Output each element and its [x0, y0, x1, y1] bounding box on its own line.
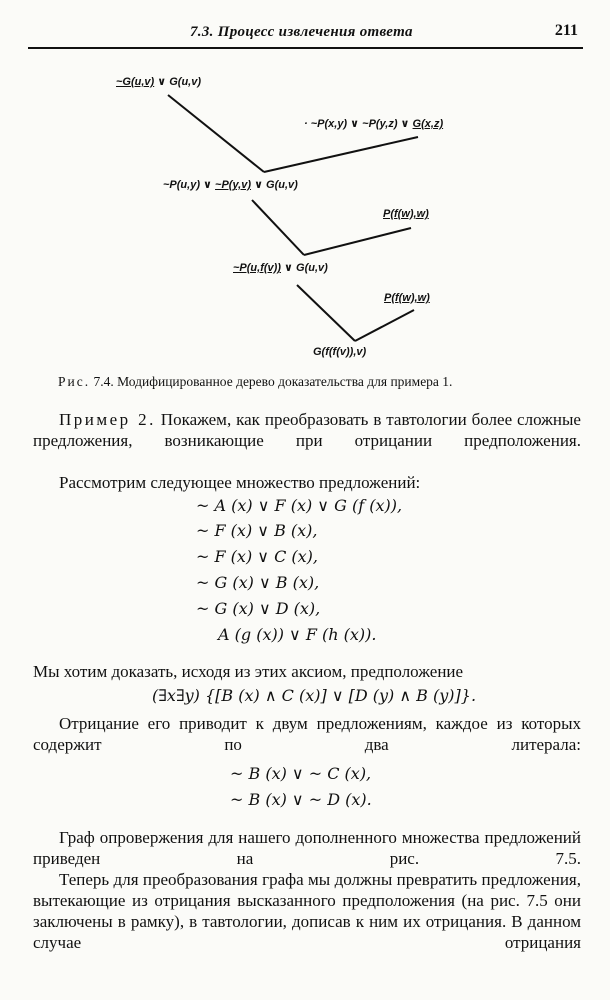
proof-tree-edges [0, 0, 610, 372]
negated-clause-1: ~ B (x) ∨ ~ C (x), [230, 764, 372, 783]
figure-caption: Рис. 7.4. Модифицированное дерево доказательства для примера 1. [58, 374, 453, 389]
negated-clause-2: ~ B (x) ∨ ~ D (x). [230, 790, 372, 809]
tree-edge [168, 95, 264, 172]
clause-3: ~ F (x) ∨ C (x), [196, 547, 318, 566]
tree-node-root: ~G(u,v) ∨ G(u,v) [116, 76, 202, 88]
paragraph-consider: Рассмотрим следующее множество предложений: [59, 473, 421, 492]
clause-1: ~ A (x) ∨ F (x) ∨ G (f (x)), [196, 496, 403, 515]
clause-4: ~ G (x) ∨ B (x), [196, 573, 320, 592]
clause-5: ~ G (x) ∨ D (x), [196, 599, 321, 618]
tree-node-axiom-2: P(f(w),w) [383, 208, 429, 220]
goal-formula: (∃x∃y) {[B (x) ∧ C (x)] ∨ [D (y) ∧ B (y)]}. [152, 686, 477, 705]
tree-edge [304, 228, 411, 255]
paragraph-example-2: Пример 2. Покажем, как преобразовать в тавтологии более сложные предложения, возникающие при отрицании предположения. [33, 410, 581, 450]
tree-edge [297, 285, 355, 341]
tree-node-axiom-3: P(f(w),w) [384, 292, 430, 304]
tree-node-axiom-1: · ~P(x,y) ∨ ~P(y,z) ∨ G(x,z) [304, 118, 444, 130]
tree-edge [252, 200, 304, 255]
tree-node-result: G(f(f(v)),v) [313, 346, 367, 358]
tree-edge [264, 137, 418, 172]
page-number: 211 [554, 22, 578, 39]
paragraph-want-prove: Мы хотим доказать, исходя из этих аксиом, предположение [33, 662, 464, 681]
paragraph-negation: Отрицание его приводит к двум предложениям, каждое из которых содержит по два литерала: [33, 714, 581, 754]
running-header-title: 7.3. Процесс извлечения ответа [190, 24, 413, 40]
paragraph-refutation-graph: Граф опровержения для нашего дополненного множества предложений приведен на рис. 7.5. [33, 828, 581, 868]
clause-6: A (g (x)) ∨ F (h (x)). [218, 625, 377, 644]
tree-node-resolvent-1: ~P(u,y) ∨ ~P(y,v) ∨ G(u,v) [163, 179, 298, 191]
tree-node-resolvent-2: ~P(u,f(v)) ∨ G(u,v) [233, 262, 328, 274]
clause-2: ~ F (x) ∨ B (x), [196, 521, 318, 540]
paragraph-transform: Теперь для преобразования графа мы должны превратить предложения, вытекающие из отрицания высказанного предположения (на рис. 7.5 они заключены в рамку), в тавтологии, дописав к ним их отрицания. В данном случае отрицания [33, 870, 581, 952]
tree-edge [355, 310, 414, 341]
